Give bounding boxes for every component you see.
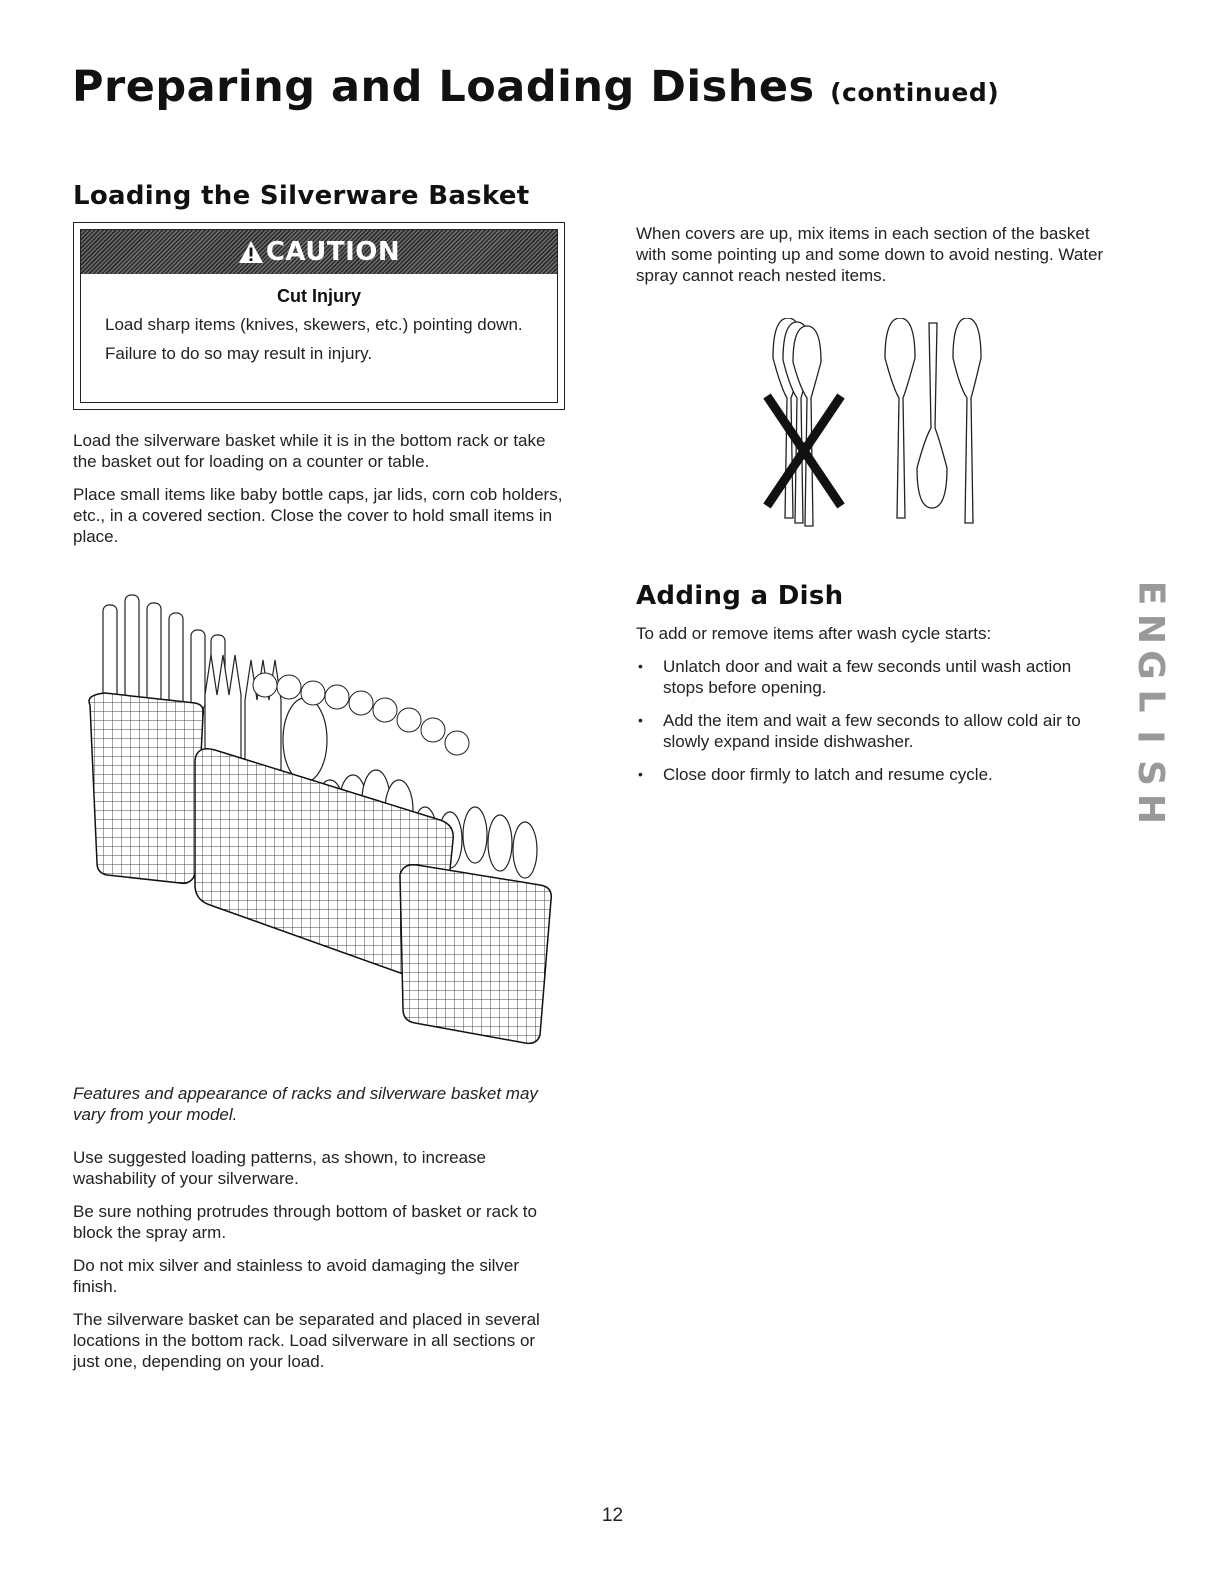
- caution-line: Failure to do so may result in injury.: [105, 344, 373, 363]
- language-side-tab: [1120, 575, 1180, 825]
- body-paragraph: Do not mix silver and stainless to avoid damaging the silver finish.: [73, 1256, 519, 1296]
- adding-dish-list: [636, 656, 1116, 797]
- basket-caption: Features and appearance of racks and silverware basket may vary from your model.: [73, 1084, 538, 1124]
- page-title-suffix: (continued): [830, 78, 1000, 107]
- intro-paragraphs: [73, 430, 563, 547]
- side-tab-letter: H: [1129, 793, 1171, 825]
- silverware-heading: Loading the Silverware Basket: [73, 181, 530, 211]
- body-paragraph: Use suggested loading patterns, as shown, to increase washability of your silverware.: [73, 1148, 486, 1188]
- page-title: [72, 62, 999, 112]
- body-paragraph: Place small items like baby bottle caps, jar lids, corn cob holders, etc., in a covered section. Close the cover to hold small items in place.: [73, 485, 563, 546]
- side-tab-letter: N: [1129, 613, 1171, 645]
- caution-subtitle: Cut Injury: [277, 286, 361, 306]
- loading-paragraphs: [73, 1147, 563, 1372]
- nesting-spoons-illustration: [755, 318, 985, 528]
- adding-dish-heading: Adding a Dish: [636, 581, 844, 611]
- covers-paragraph: When covers are up, mix items in each section of the basket with some pointing up and some down to avoid nesting. Water spray cannot reach nested items.: [636, 224, 1104, 285]
- body-paragraph: The silverware basket can be separated and placed in several locations in the bottom rack. Load silverware in all sections or just one, depending on your load.: [73, 1310, 540, 1371]
- caution-text: [105, 314, 547, 372]
- page-title-text: Preparing and Loading Dishes: [72, 62, 815, 112]
- silverware-basket-illustration: [85, 585, 565, 1045]
- caution-label: CAUTION: [265, 237, 401, 267]
- caution-line: Load sharp items (knives, skewers, etc.) pointing down.: [105, 315, 523, 334]
- caution-banner: [81, 230, 557, 274]
- side-tab-letter: G: [1130, 650, 1171, 680]
- list-item: • Add the item and wait a few seconds to allow cold air to slowly expand inside dishwasher.: [636, 710, 1116, 752]
- side-tab-letter: I: [1130, 730, 1171, 744]
- side-tab-letter: L: [1129, 689, 1171, 713]
- list-item: • Close door firmly to latch and resume cycle.: [636, 764, 1116, 785]
- adding-intro: To add or remove items after wash cycle starts:: [636, 624, 992, 643]
- body-paragraph: Be sure nothing protrudes through bottom of basket or rack to block the spray arm.: [73, 1202, 537, 1242]
- body-paragraph: Load the silverware basket while it is in the bottom rack or take the basket out for loading on a counter or table.: [73, 431, 546, 471]
- side-tab-letter: E: [1130, 580, 1171, 606]
- list-item: • Unlatch door and wait a few seconds until wash action stops before opening.: [636, 656, 1116, 698]
- caution-inner-frame: [80, 229, 558, 403]
- page-number: 12: [601, 1505, 624, 1526]
- warning-triangle-icon: [238, 240, 264, 264]
- side-tab-letter: S: [1130, 760, 1171, 786]
- caution-box: [73, 222, 565, 410]
